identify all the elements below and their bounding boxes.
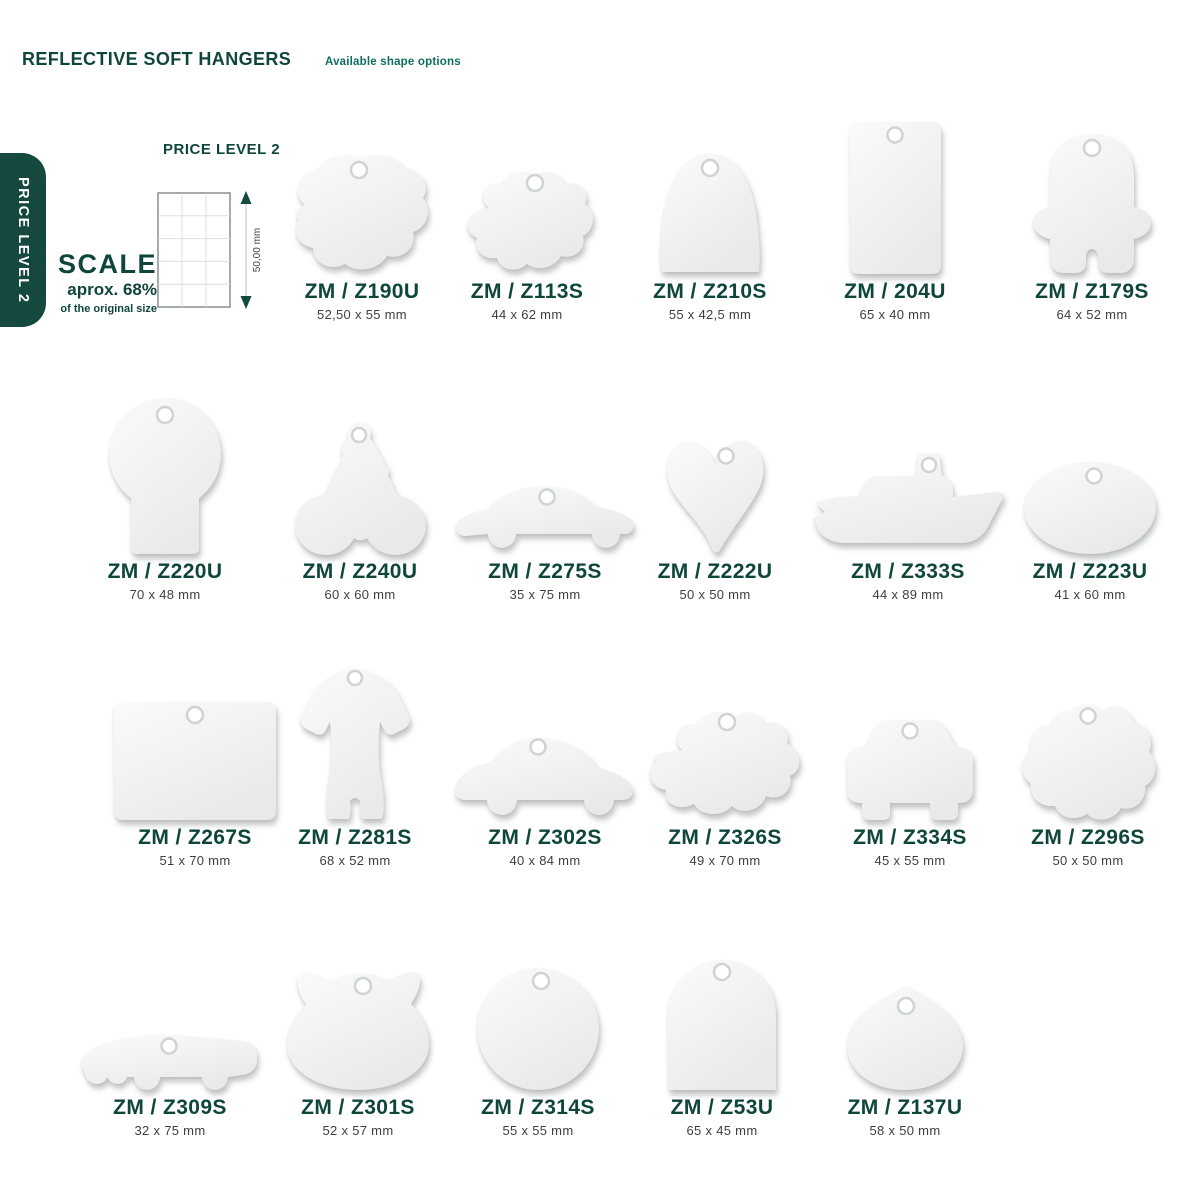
- car-beetle-hanger-shape: [450, 730, 640, 822]
- product-card: [255, 662, 455, 868]
- product-dimensions: 68 x 52 mm: [319, 853, 391, 868]
- scale-block: [0, 251, 157, 315]
- product-code: ZM / Z301S: [301, 1096, 415, 1119]
- scale-arrow-up-icon: [241, 191, 252, 204]
- heart-hanger-shape: [662, 434, 768, 556]
- product-code: ZM / Z275S: [488, 560, 602, 583]
- product-dimensions: 64 x 52 mm: [1056, 307, 1128, 322]
- product-code: ZM / Z220U: [107, 560, 223, 583]
- product-dimensions: 32 x 75 mm: [134, 1123, 206, 1138]
- clover-hanger-shape: [1017, 700, 1159, 822]
- shape-box: [109, 398, 221, 556]
- shape-box: [297, 662, 413, 822]
- product-dimensions: 58 x 50 mm: [869, 1123, 941, 1138]
- product-dimensions: 40 x 84 mm: [509, 853, 581, 868]
- product-dimensions: 44 x 89 mm: [872, 587, 944, 602]
- product-dimensions: 50 x 50 mm: [679, 587, 751, 602]
- product-card: [65, 398, 265, 602]
- shape-box: [1017, 662, 1159, 822]
- cloud-hanger-shape: [457, 166, 597, 276]
- page-title: REFLECTIVE SOFT HANGERS: [22, 49, 292, 69]
- shape-box: [283, 948, 433, 1092]
- circle-hanger-shape: [475, 966, 601, 1092]
- cloud-puffy-hanger-shape: [642, 706, 808, 822]
- product-code: ZM / Z296S: [1031, 826, 1145, 849]
- shape-box: [452, 398, 638, 556]
- robot-hanger-shape: [1031, 130, 1153, 276]
- product-dimensions: 65 x 45 mm: [686, 1123, 758, 1138]
- product-code: ZM / 204U: [844, 280, 946, 303]
- product-code: ZM / Z334S: [853, 826, 967, 849]
- shape-box: [808, 398, 1008, 556]
- arch-hanger-shape: [666, 956, 778, 1092]
- price-level-side-tab-label: PRICE LEVEL 2: [15, 176, 31, 304]
- product-card: [260, 398, 460, 602]
- hang-hole: [898, 998, 914, 1014]
- scale-arrow-down-icon: [241, 296, 252, 309]
- product-dimensions: 55 x 55 mm: [502, 1123, 574, 1138]
- product-card: [625, 662, 825, 868]
- shape-box: [666, 948, 778, 1092]
- shape-box: [848, 120, 943, 276]
- product-code: ZM / Z267S: [138, 826, 252, 849]
- hang-hole: [714, 964, 730, 980]
- product-code: ZM / Z113S: [470, 280, 584, 303]
- hang-hole: [922, 458, 936, 472]
- product-dimensions: 52,50 x 55 mm: [317, 307, 407, 322]
- hang-hole: [157, 407, 173, 423]
- scale-measure-label: 50,00 mm: [252, 227, 263, 273]
- product-code: ZM / Z333S: [851, 560, 965, 583]
- shape-box: [457, 120, 597, 276]
- product-card: [990, 398, 1190, 602]
- product-card: [808, 398, 1008, 602]
- shape-box: [283, 120, 441, 276]
- shape-box: [450, 662, 640, 822]
- product-dimensions: 44 x 62 mm: [491, 307, 563, 322]
- product-dimensions: 65 x 40 mm: [859, 307, 931, 322]
- product-code: ZM / Z314S: [481, 1096, 595, 1119]
- hang-hole: [162, 1039, 177, 1054]
- shape-box: [1022, 398, 1158, 556]
- price-level-heading: PRICE LEVEL 2: [163, 141, 281, 158]
- oval-hanger-shape: [1022, 460, 1158, 556]
- product-card: [805, 948, 1005, 1138]
- product-dimensions: 41 x 60 mm: [1054, 587, 1126, 602]
- shape-box: [662, 398, 768, 556]
- product-dimensions: 45 x 55 mm: [874, 853, 946, 868]
- product-code: ZM / Z222U: [657, 560, 773, 583]
- product-card: [988, 662, 1188, 868]
- shape-box: [845, 662, 975, 822]
- product-code: ZM / Z179S: [1035, 280, 1149, 303]
- product-dimensions: 70 x 48 mm: [129, 587, 201, 602]
- product-dimensions: 35 x 75 mm: [509, 587, 581, 602]
- product-card: [427, 120, 627, 322]
- hang-hole: [187, 707, 203, 723]
- hang-hole: [887, 128, 902, 143]
- product-dimensions: 52 x 57 mm: [322, 1123, 394, 1138]
- hang-hole: [527, 175, 543, 191]
- hang-hole: [702, 160, 718, 176]
- hang-hole: [719, 449, 734, 464]
- product-dimensions: 50 x 50 mm: [1052, 853, 1124, 868]
- product-code: ZM / Z223U: [1032, 560, 1148, 583]
- bell-hanger-shape: [657, 150, 763, 276]
- car-sedan-hanger-shape: [452, 478, 638, 556]
- hang-hole: [540, 490, 555, 505]
- shape-box: [642, 662, 808, 822]
- product-card: [610, 120, 810, 322]
- hang-hole: [352, 428, 366, 442]
- shape-box: [294, 398, 426, 556]
- shape-box: [840, 948, 970, 1092]
- scale-note: of the original size: [60, 303, 157, 315]
- product-card: [258, 948, 458, 1138]
- van-hanger-shape: [77, 1016, 263, 1092]
- shape-box: [475, 948, 601, 1092]
- t-shirt-hanger-shape: [297, 664, 413, 822]
- keyhole-hanger-shape: [109, 398, 221, 556]
- rect-landscape-hanger-shape: [112, 700, 278, 822]
- scale-word: SCALE: [57, 249, 157, 279]
- shape-box: [657, 120, 763, 276]
- product-card: [615, 398, 815, 602]
- product-code: ZM / Z302S: [488, 826, 602, 849]
- product-card: [810, 662, 1010, 868]
- product-dimensions: 51 x 70 mm: [159, 853, 231, 868]
- hang-hole: [348, 671, 362, 685]
- product-code: ZM / Z190U: [304, 280, 420, 303]
- product-card: [622, 948, 822, 1138]
- scooter-hanger-shape: [294, 422, 426, 556]
- rect-portrait-hanger-shape: [848, 120, 943, 276]
- hang-hole: [1087, 469, 1102, 484]
- product-dimensions: 49 x 70 mm: [689, 853, 761, 868]
- product-card: [795, 120, 995, 322]
- product-card: [70, 948, 270, 1138]
- car-front-hanger-shape: [845, 716, 975, 822]
- product-code: ZM / Z137U: [847, 1096, 963, 1119]
- hang-hole: [531, 740, 546, 755]
- hang-hole: [719, 714, 735, 730]
- product-dimensions: 55 x 42,5 mm: [668, 307, 752, 322]
- page-subtitle: Available shape options: [325, 56, 461, 68]
- shape-box: [112, 662, 278, 822]
- product-dimensions: 60 x 60 mm: [324, 587, 396, 602]
- cat-head-hanger-shape: [283, 970, 433, 1092]
- hang-hole: [355, 978, 371, 994]
- blob-hanger-shape: [283, 150, 441, 276]
- ship-hanger-shape: [808, 452, 1008, 556]
- product-code: ZM / Z210S: [653, 280, 767, 303]
- shape-box: [77, 948, 263, 1092]
- scale-grid: [158, 193, 230, 307]
- hang-hole: [1084, 140, 1100, 156]
- product-code: ZM / Z240U: [302, 560, 418, 583]
- product-card: [992, 120, 1192, 322]
- shape-box: [1031, 120, 1153, 276]
- product-card: [438, 948, 638, 1138]
- hang-hole: [1081, 709, 1096, 724]
- hang-hole: [903, 724, 918, 739]
- product-code: ZM / Z326S: [668, 826, 782, 849]
- hang-hole: [351, 162, 367, 178]
- product-code: ZM / Z53U: [670, 1096, 774, 1119]
- product-card: [445, 662, 645, 868]
- product-code: ZM / Z309S: [113, 1096, 227, 1119]
- hang-hole: [533, 973, 549, 989]
- product-code: ZM / Z281S: [298, 826, 412, 849]
- teardrop-hanger-shape: [840, 984, 970, 1092]
- scale-percent: aprox. 68%: [67, 280, 157, 299]
